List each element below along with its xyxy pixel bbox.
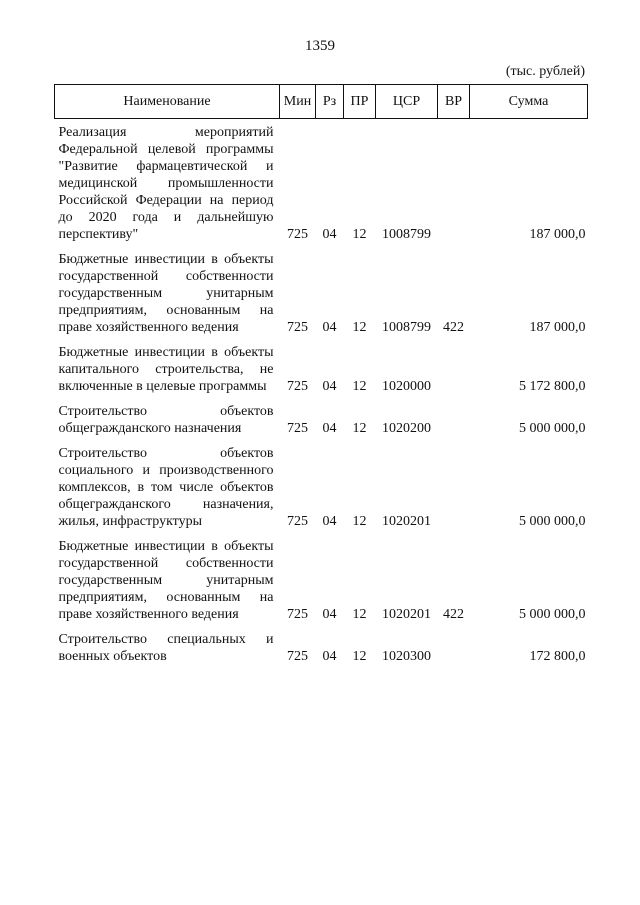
row-rz: 04 — [322, 514, 337, 529]
table-row — [55, 623, 588, 665]
row-pr: 12 — [352, 227, 367, 242]
table-row — [55, 395, 588, 437]
row-pr: 12 — [352, 379, 367, 394]
header-csr: ЦСР — [376, 85, 438, 119]
row-min: 725 — [287, 607, 308, 622]
budget-table — [54, 84, 588, 665]
row-rz: 04 — [322, 379, 337, 394]
row-vr — [438, 395, 470, 437]
row-min: 725 — [287, 227, 308, 242]
row-csr: 1008799 — [382, 227, 431, 242]
row-pr: 12 — [352, 514, 367, 529]
row-vr — [438, 437, 470, 530]
row-rz: 04 — [322, 227, 337, 242]
row-pr: 12 — [352, 607, 367, 622]
row-min: 725 — [287, 421, 308, 436]
row-pr: 12 — [352, 649, 367, 664]
header-min: Мин — [280, 85, 316, 119]
row-vr — [438, 623, 470, 665]
table-row — [55, 530, 588, 623]
row-name: Бюджетные инвестиции в объекты капитального строительства, не включенные в целевые программы — [58, 345, 274, 394]
table-row — [55, 243, 588, 336]
header-name: Наименование — [55, 85, 280, 119]
row-name: Строительство объектов социального и производственного комплексов, в том числе объектов общегражданского назначения, жилья, инфраструктуры — [58, 446, 274, 529]
row-name: Бюджетные инвестиции в объекты государственной собственности государственным унитарным предприятиям, основанным на праве хозяйственного ведения — [58, 252, 274, 335]
row-rz: 04 — [322, 649, 337, 664]
row-rz: 04 — [322, 421, 337, 436]
row-name: Строительство объектов общегражданского назначения — [58, 404, 274, 436]
table-header-row — [55, 85, 588, 119]
row-csr: 1020201 — [382, 607, 431, 622]
row-min: 725 — [287, 649, 308, 664]
row-sum: 172 800,0 — [529, 649, 586, 664]
row-sum: 187 000,0 — [529, 227, 586, 242]
page-number: 1359 — [305, 38, 335, 54]
row-sum: 5 000 000,0 — [519, 514, 586, 529]
header-sum: Сумма — [470, 85, 588, 119]
header-vr: ВР — [438, 85, 470, 119]
table-row — [55, 119, 588, 244]
row-vr: 422 — [443, 320, 464, 335]
row-sum: 5 000 000,0 — [519, 607, 586, 622]
header-pr: ПР — [344, 85, 376, 119]
row-sum: 187 000,0 — [529, 320, 586, 335]
table-row — [55, 437, 588, 530]
row-rz: 04 — [322, 320, 337, 335]
row-csr: 1020300 — [382, 649, 431, 664]
row-csr: 1020000 — [382, 379, 431, 394]
row-name: Бюджетные инвестиции в объекты государственной собственности государственным унитарным предприятиям, основанным на праве хозяйственного ведения — [58, 539, 274, 622]
row-min: 725 — [287, 514, 308, 529]
table-row — [55, 336, 588, 395]
row-vr — [438, 336, 470, 395]
row-vr — [438, 119, 470, 244]
units-label: (тыс. рублей) — [505, 64, 585, 79]
row-pr: 12 — [352, 421, 367, 436]
row-csr: 1020201 — [382, 514, 431, 529]
row-pr: 12 — [352, 320, 367, 335]
header-rz: Рз — [316, 85, 344, 119]
row-rz: 04 — [322, 607, 337, 622]
row-name: Строительство специальных и военных объектов — [58, 632, 274, 664]
row-csr: 1020200 — [382, 421, 431, 436]
row-vr: 422 — [443, 607, 464, 622]
row-sum: 5 172 800,0 — [519, 379, 586, 394]
row-name: Реализация мероприятий Федеральной целевой программы "Развитие фармацевтической и медицинской промышленности Российской Федерации на период до 2020 года и дальнейшую перспективу" — [58, 125, 274, 242]
row-min: 725 — [287, 320, 308, 335]
row-csr: 1008799 — [382, 320, 431, 335]
row-sum: 5 000 000,0 — [519, 421, 586, 436]
row-min: 725 — [287, 379, 308, 394]
